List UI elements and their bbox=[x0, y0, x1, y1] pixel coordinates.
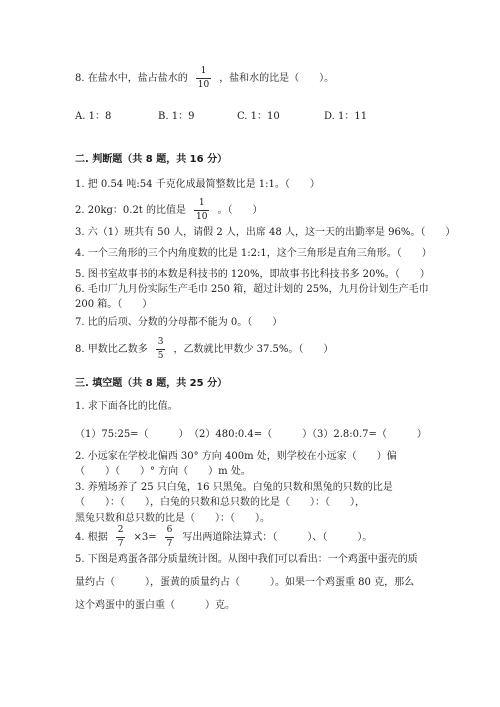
judge-item-2 bbox=[75, 198, 262, 223]
fill-item-5-line2: 量约占（ ），蛋黄的质量约占（ ）。如果一个鸡蛋重 80 克，那么 bbox=[75, 577, 415, 588]
fraction-bar bbox=[156, 349, 166, 350]
fraction-denominator: 7 bbox=[117, 539, 124, 549]
fraction bbox=[165, 525, 175, 550]
question-text-end: 。（ ） bbox=[217, 205, 263, 216]
fraction-bar bbox=[165, 537, 175, 538]
judge-item-4: 4. 一个三角形的三个内角度数的比是 1:2:1，这个三角形是直角三角形。（ ） bbox=[75, 248, 432, 259]
judge-item-1: 1. 把 0.54 吨:54 千克化成最简整数比是 1:1。（ ） bbox=[75, 179, 320, 190]
fraction-bar bbox=[196, 78, 211, 79]
question-text: 4. 根据 bbox=[75, 532, 108, 543]
question-text: 2. 20kg：0.2t 的比值是 bbox=[75, 205, 187, 216]
question-8-mc bbox=[75, 66, 334, 91]
option-d[interactable]: D. 1：11 bbox=[324, 111, 368, 122]
fill-item-2-line2: （ ）（ ）° 方向（ ）m 处。 bbox=[75, 466, 251, 477]
option-c[interactable]: C. 1：10 bbox=[237, 111, 280, 122]
judge-item-8 bbox=[75, 337, 333, 362]
fraction-numerator: 1 bbox=[200, 66, 207, 76]
fill-item-4 bbox=[75, 525, 372, 550]
fraction-numerator: 6 bbox=[166, 525, 173, 535]
fill-item-3-line1: 3. 养殖场养了 25 只白兔，16 只黑兔。白兔的只数和黑兔的只数的比是 bbox=[75, 482, 393, 493]
question-text-end: ，乙数就比甲数少 37.5%。（ ） bbox=[173, 344, 334, 355]
fraction-bar bbox=[116, 537, 126, 538]
fraction-denominator: 5 bbox=[157, 351, 164, 361]
multiply-text: ×3= bbox=[133, 532, 157, 543]
judge-item-5: 5. 图书室故事书的本数是科技书的 120%，即故事书比科技书多 20%。（ ） bbox=[75, 269, 430, 280]
section-3-heading: 三. 填空题（共 8 题，共 25 分） bbox=[75, 378, 228, 389]
section-2-heading: 二. 判断题（共 8 题，共 16 分） bbox=[75, 154, 228, 165]
fraction-numerator: 3 bbox=[157, 337, 164, 347]
option-a[interactable]: A. 1：8 bbox=[75, 111, 112, 122]
fill-item-1-part-3: （3）2.8:0.7=（ ） bbox=[307, 429, 427, 440]
fraction-denominator: 10 bbox=[197, 80, 210, 90]
judge-item-3: 3. 六（1）班共有 50 人，请假 2 人，出席 48 人，这一天的出勤率是 96%。（ ） bbox=[75, 227, 456, 238]
judge-item-7: 7. 比的后项、分数的分母都不能为 0。（ ） bbox=[75, 317, 283, 328]
fraction-numerator: 2 bbox=[117, 525, 124, 535]
judge-item-6-line2: 200 箱。（ ） bbox=[75, 299, 153, 310]
fraction bbox=[196, 66, 211, 91]
fraction-denominator: 10 bbox=[196, 212, 208, 222]
fill-item-2-line1: 2. 小远家在学校北偏西 30° 方向 400m 处，则学校在小远家（ ）偏 bbox=[75, 451, 397, 462]
question-text: 8. 在盐水中，盐占盐水的 bbox=[75, 73, 188, 84]
judge-item-6-line1: 6. 毛巾厂九月份实际生产毛巾 250 箱，超过计划的 25%，九月份计划生产毛巾 bbox=[75, 284, 429, 295]
fill-item-1: 1. 求下面各比的比值。 bbox=[75, 401, 178, 412]
fraction bbox=[116, 525, 126, 550]
option-b[interactable]: B. 1：9 bbox=[158, 111, 195, 122]
fill-item-5-line3: 这个鸡蛋中的蛋白重（ ）克。 bbox=[75, 600, 235, 611]
fill-item-3-line3: 黑兔只数和总只数的比是（ ）：（ ）。 bbox=[75, 513, 270, 524]
fill-item-1-part-2: （2）480:0.4=（ ） bbox=[189, 429, 313, 440]
fraction bbox=[156, 337, 166, 362]
fill-item-1-part-1: （1）75:25=（ ） bbox=[75, 429, 189, 440]
question-text-end: ，盐和水的比是（ ）。 bbox=[219, 73, 335, 84]
fill-item-3-line2: （ ）：（ ），白兔的只数和总只数的比是（ ）：（ ）， bbox=[75, 497, 365, 508]
fraction-bar bbox=[194, 210, 209, 211]
fraction bbox=[194, 198, 209, 223]
fill-item-5-line1: 5. 下图是鸡蛋各部分质量统计图。从图中我们可以看出：一个鸡蛋中蛋壳的质 bbox=[75, 554, 418, 565]
question-text: 8. 甲数比乙数多 bbox=[75, 344, 148, 355]
fraction-denominator: 7 bbox=[166, 539, 173, 549]
fraction-numerator: 1 bbox=[198, 198, 205, 208]
question-text-end: 写出两道除法算式：（ ）、（ ）。 bbox=[182, 532, 373, 543]
